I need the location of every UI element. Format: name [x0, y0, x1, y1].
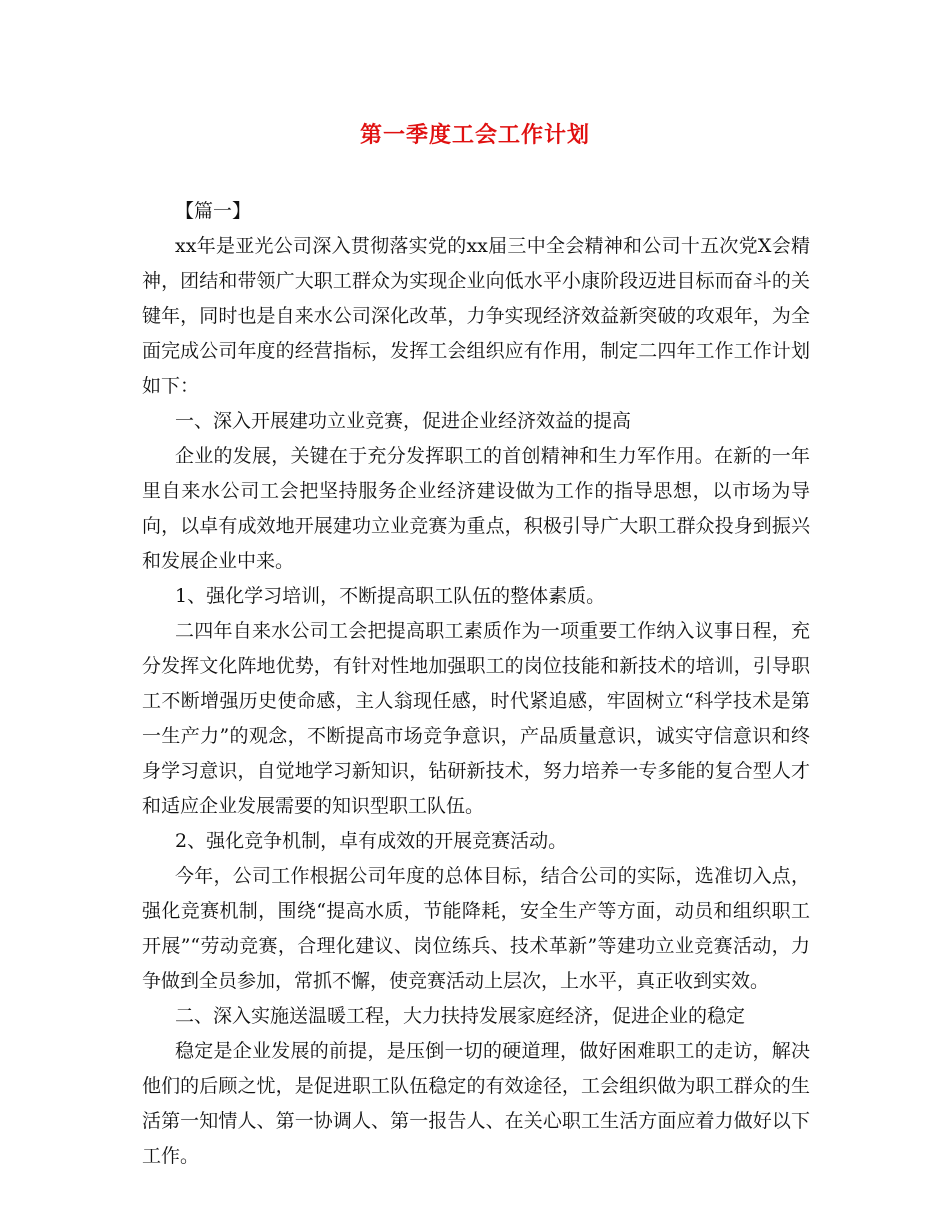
heading-two: 二、深入实施送温暖工程，大力扶持发展家庭经济，促进企业的稳定 [175, 1005, 746, 1027]
document-body [142, 194, 810, 1174]
paragraph-competition: 今年，公司工作根据公司年度的总体目标，结合公司的实际，选准切入点，强化竞赛机制，围绕“提高水质，节能降耗，安全生产等方面，动员和组织职工开展”“劳动竞赛，合理化建议、岗位练兵、技术革新”等建功立业竞赛活动，力争做到全员参加，常抓不懈，使竞赛活动上层次，上水平，真正收到实效。 [142, 865, 810, 992]
paragraph-enterprise-development: 企业的发展，关键在于充分发挥职工的首创精神和生力军作用。在新的一年里自来水公司工会把坚持服务企业经济建设做为工作的指导思想，以市场为导向，以卓有成效地开展建功立业竞赛为重点，积极引导广大职工群众投身到振兴和发展企业中来。 [142, 445, 810, 572]
subheading-2: 2、强化竞争机制，卓有成效的开展竞赛活动。 [175, 830, 568, 852]
subheading-1: 1、强化学习培训，不断提高职工队伍的整体素质。 [175, 585, 606, 607]
heading-one: 一、深入开展建功立业竞赛，促进企业经济效益的提高 [175, 410, 632, 432]
intro-paragraph: xx年是亚光公司深入贯彻落实党的xx届三中全会精神和公司十五次党X会精神，团结和带领广大职工群众为实现企业向低水平小康阶段迈进目标而奋斗的关键年，同时也是自来水公司深化改革，力争实现经济效益新突破的攻艰年，为全面完成公司年度的经营指标，发挥工会组织应有作用，制定二四年工作工作计划如下： [142, 235, 810, 397]
paragraph-training: 二四年自来水公司工会把提高职工素质作为一项重要工作纳入议事日程，充分发挥文化阵地优势，有针对性地加强职工的岗位技能和新技术的培训，引导职工不断增强历史使命感，主人翁现任感，时代紧追感，牢固树立“科学技术是第一生产力”的观念，不断提高市场竞争意识，产品质量意识，诚实守信意识和终身学习意识，自觉地学习新知识，钻研新技术，努力培养一专多能的复合型人才和适应企业发展需要的知识型职工队伍。 [142, 620, 810, 817]
document-title: 第一季度工会工作计划 [359, 122, 590, 148]
section-heading-pian-yi: 【篇一】 [175, 200, 252, 222]
paragraph-stability: 稳定是企业发展的前提，是压倒一切的硬道理，做好困难职工的走访，解决他们的后顾之忧，是促进职工队伍稳定的有效途径，工会组织做为职工群众的生活第一知情人、第一协调人、第一报告人、在关心职工生活方面应着力做好以下工作。 [142, 1040, 810, 1167]
